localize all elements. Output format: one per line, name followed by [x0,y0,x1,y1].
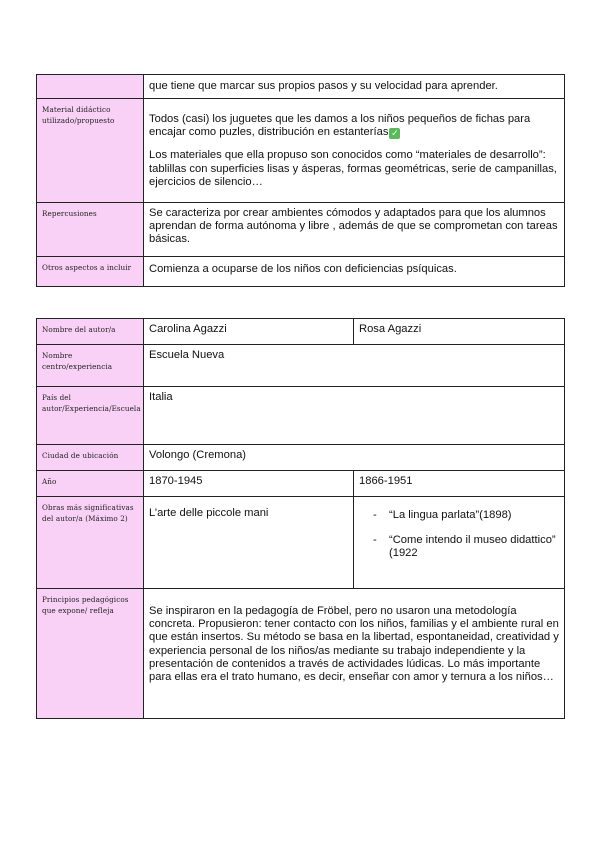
otros-text: Comienza a ocuparse de los niños con deficiencias psíquicas. [144,257,565,287]
row-label: Material didáctico utilizado/propuesto [37,99,144,203]
works-list [359,509,559,561]
row-label: Obras más significativas del autor/a (Máximo 2) [37,497,144,589]
material-cell [144,99,565,203]
table-row [37,471,565,497]
continued-text: que tiene que marcar sus propios pasos y su velocidad para aprender. [144,75,565,99]
author-name-a: Carolina Agazzi [144,319,354,345]
anio-b: 1866-1951 [354,471,565,497]
row-label [37,75,144,99]
table-row [37,589,565,719]
centro-value: Escuela Nueva [144,345,565,387]
table-row [37,387,565,445]
row-label: Principios pedagógicos que expone/ refleja [37,589,144,719]
obras-a: L’arte delle piccole mani [144,497,354,589]
table-row [37,345,565,387]
table-row [37,75,565,99]
table-row [37,445,565,471]
obras-b [354,497,565,589]
author-table-agazzi [36,318,565,719]
author-table-continued [36,74,565,287]
repercusiones-text: Se caracteriza por crear ambientes cómodos y adaptados para que los alumnos aprendan de forma autónoma y libre , además de que se comprometan con tareas básicas. [144,203,565,257]
list-item: - “La lingua parlata”(1898) [373,509,559,522]
table-row [37,497,565,589]
table-row [37,203,565,257]
row-label: País del autor/Experiencia/Escuela [37,387,144,445]
row-label: Año [37,471,144,497]
author-name-b: Rosa Agazzi [354,319,565,345]
row-label: Nombre del autor/a [37,319,144,345]
material-paragraph-1: Todos (casi) los juguetes que les damos a los niños pequeños de fichas para encajar como puzles, distribución en estanterías ✓ [149,113,531,139]
principios-text: Se inspiraron en la pedagogía de Fröbel, pero no usaron una metodología concreta. Propusieron: tener contacto con los niños, familias y el ambiente rural en que están insertos. Su método se basa en la libertad, espontaneidad, creatividad y experiencia personal de los niños/as mediante su trabajo independiente y la presentación de contenidos a través de actividades lúdicas. Lo más importante para ellas era el trato humano, es decir, enseñar con amor y ternura a los niños… [144,589,565,719]
check-mark-icon: ✓ [391,128,399,139]
pais-value: Italia [144,387,565,445]
row-label: Repercusiones [37,203,144,257]
anio-a: 1870-1945 [144,471,354,497]
row-label: Otros aspectos a incluir [37,257,144,287]
material-paragraph-2: Los materiales que ella propuso son conocidos como “materiales de desarrollo”: tablillas con superficies lisas y ásperas, formas geométricas, serie de campanillas, ejercicios de silencio… [149,149,557,188]
row-label: Ciudad de ubicación [37,445,144,471]
list-item: - “Come intendo il museo didattico” (1922 [373,534,559,560]
row-label: Nombre centro/experiencia [37,345,144,387]
ciudad-value: Volongo (Cremona) [144,445,565,471]
table-row [37,99,565,203]
table-row [37,319,565,345]
table-row [37,257,565,287]
